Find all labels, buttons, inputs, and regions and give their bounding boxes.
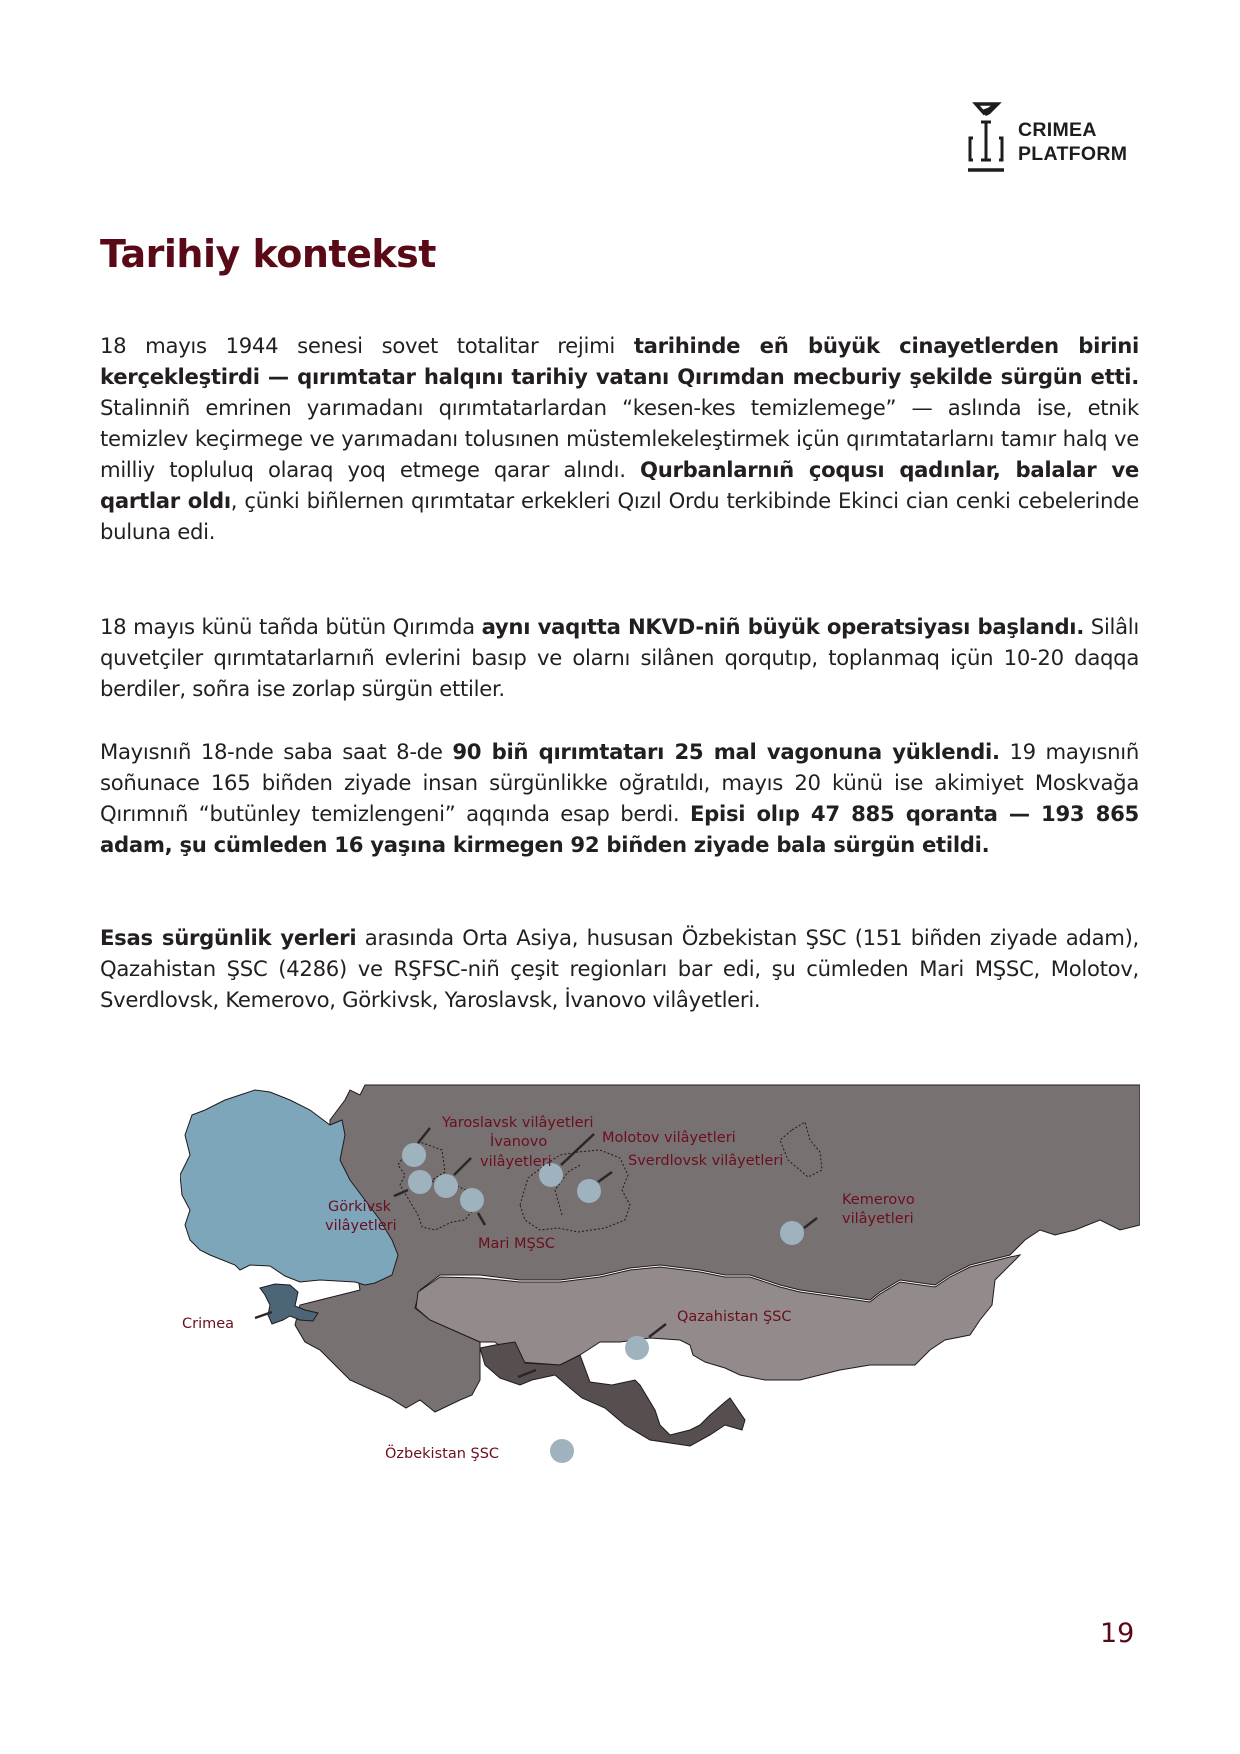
text-segment: 18 mayıs 1944 senesi sovet totalitar rejimi xyxy=(100,333,634,358)
text-segment: Mayısnıñ 18-nde saba saat 8-de xyxy=(100,739,453,764)
label-gorkivsk-2: vilâyetleri xyxy=(325,1218,397,1234)
text-segment: 18 mayıs künü tañda bütün Qırımda xyxy=(100,614,482,639)
page-title: Tarihiy kontekst xyxy=(100,232,436,276)
label-gorkivsk-1: Görkivsk xyxy=(328,1199,392,1215)
bold-text-segment: Esas sürgünlik yerleri xyxy=(100,925,357,950)
label-kemerovo-2: vilâyetleri xyxy=(842,1211,914,1227)
paragraph-4 xyxy=(100,922,1139,1015)
label-uzbekistan: Özbekistan ŞSC xyxy=(385,1446,500,1462)
marker-ivanovo xyxy=(434,1174,458,1198)
label-kazakhstan: Qazahistan ŞSC xyxy=(677,1309,792,1325)
marker-sverdlovsk xyxy=(577,1179,601,1203)
label-ivanovo-2: vilâyetleri xyxy=(480,1154,552,1170)
paragraph-2 xyxy=(100,611,1139,704)
label-ivanovo-1: İvanovo xyxy=(490,1134,548,1150)
text-segment: arasında Orta Asiya, hususan Özbekistan ŞSC (151 biñden ziyade adam), Qazahistan ŞSC (4286) ve RŞFSC-niñ çeşit regionları bar edi, şu cümleden Mari MŞSC, Molotov, Sverdlovsk, Kemerovo, Görkivsk, Yaroslavsk, İvanovo vilâyetleri. xyxy=(100,925,1139,1012)
label-crimea: Crimea xyxy=(182,1316,235,1332)
marker-mari xyxy=(460,1188,484,1212)
crimea-platform-logo xyxy=(968,100,1168,180)
bold-text-segment: Episi olıp 47 885 qoranta — 193 865 adam, şu cümleden 16 yaşına kirmegen 92 biñden ziyade bala sürgün etildi. xyxy=(100,801,1139,857)
bold-text-segment: tarihinde eñ büyük cinayetlerden birini kerçekleştirdi — qırımtatar halqını tarihiy vatanı Qırımdan mecburiy şekilde sürgün etti. xyxy=(100,333,1139,389)
bold-text-segment: 90 biñ qırımtatarı 25 mal vagonuna yüklendi. xyxy=(452,739,1000,764)
text-segment: Stalinniñ emrinen yarımadanı qırımtatarlardan “kesen-kes temizlemege” — aslında ise, etnik temizlev keçirmege ve yarımadanı tolusınen müstemlekeleştirmek içün qırımtatarlarnı tamır halq ve milliy topluluq olaraq yoq etmege qarar alındı. xyxy=(100,395,1139,482)
deportation-map xyxy=(180,1080,1140,1560)
marker-gorkivsk xyxy=(408,1170,432,1194)
text-segment: Silâlı quvetçiler qırımtatarlarnıñ evlerini basıp ve olarnı silânen qorqutıp, toplanmaq içün 10-20 daqqa berdiler, soñra ise zorlap sürgün ettiler. xyxy=(100,614,1139,701)
bold-text-segment: aynı vaqıtta NKVD-niñ büyük operatsiyası başlandı. xyxy=(481,614,1085,639)
marker-uzbekistan xyxy=(550,1439,574,1463)
paragraph-3 xyxy=(100,736,1139,860)
page-number: 19 xyxy=(1100,1618,1135,1649)
logo-line-2: PLATFORM xyxy=(1018,143,1128,165)
marker-kazakhstan xyxy=(625,1336,649,1360)
logo-line-1: CRIMEA xyxy=(1018,119,1097,141)
text-segment: 19 mayısnıñ soñunace 165 biñden ziyade insan sürgünlikke oğratıldı, mayıs 20 künü ise akimiyet Moskvağa Qırımnıñ “butünley temizlengeni” aqqında esap berdi. xyxy=(100,739,1139,826)
label-kemerovo-1: Kemerovo xyxy=(842,1192,915,1208)
marker-yaroslavsk xyxy=(402,1143,426,1167)
logo-wordmark xyxy=(1018,118,1127,166)
label-molotov: Molotov vilâyetleri xyxy=(602,1130,736,1146)
label-sverdlovsk: Sverdlovsk vilâyetleri xyxy=(628,1153,784,1169)
text-segment: , çünki biñlernen qırımtatar erkekleri Qızıl Ordu terkibinde Ekinci cian cenki cebelerinde buluna edi. xyxy=(100,488,1139,544)
marker-kemerovo xyxy=(780,1221,804,1245)
bold-text-segment: Qurbanlarnıñ çoqusı qadınlar, balalar ve qartlar oldı xyxy=(100,457,1139,513)
paragraph-1 xyxy=(100,330,1139,547)
label-mari: Mari MŞSC xyxy=(478,1236,556,1252)
label-yaroslavsk: Yaroslavsk vilâyetleri xyxy=(442,1115,594,1131)
crimea-platform-logo-icon xyxy=(968,100,1016,176)
